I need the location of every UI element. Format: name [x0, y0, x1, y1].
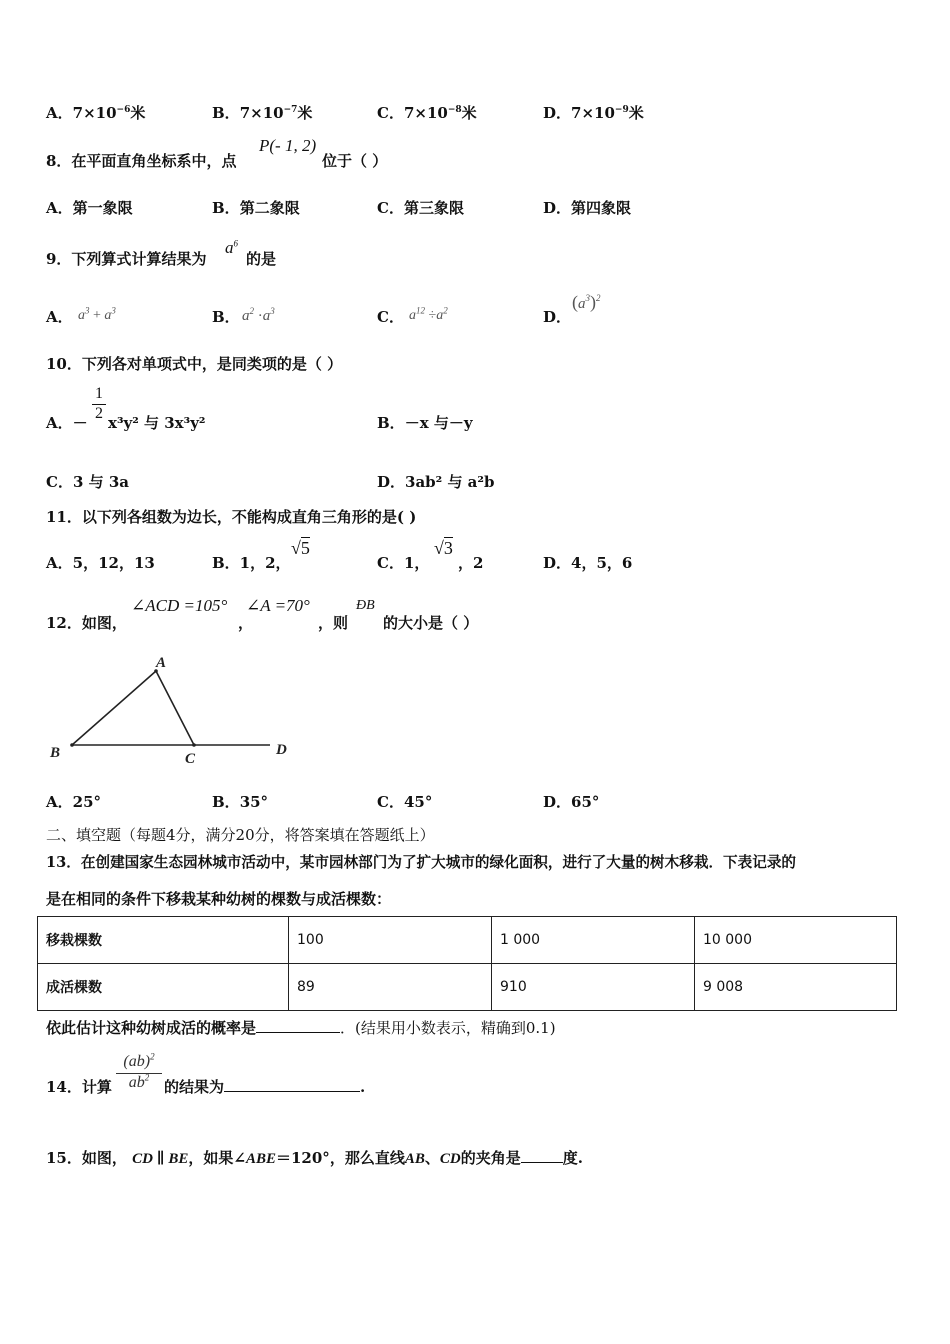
q11-option-a: A．5，12，13: [46, 554, 155, 572]
q7-option-a: A．$7\times 10^{-6}$米: [46, 104, 146, 122]
q14-answer-blank[interactable]: [224, 1077, 360, 1092]
segment-ba: [72, 671, 156, 745]
q9-option-a: A．: [46, 308, 73, 326]
q14-stem-post: 的结果为 .: [164, 1078, 366, 1096]
q7-option-b: B．$7\times 10^{-7}$米: [212, 104, 313, 122]
q14-fraction: $\frac{(ab)^2}{ab^2}$: [116, 1053, 162, 1092]
q12-cond1: ∠ACD =105°: [131, 596, 228, 615]
q10-stem: 10．下列各对单项式中，是同类项的是（ ）: [46, 355, 343, 373]
q8-option-b: B．第二象限: [212, 199, 300, 217]
q12-comma2: ，则: [318, 614, 349, 632]
label-a: A: [156, 655, 167, 671]
q12-option-c: C．45°: [377, 793, 433, 811]
q9-stem-post: 的是: [246, 250, 277, 268]
q10-option-d: D．3ab² 与 a²b: [377, 473, 495, 491]
sqrt-icon: √: [291, 538, 301, 558]
q7-option-c: C．$7\times 10^{-8}$米: [377, 104, 477, 122]
q13-line2: 是在相同的条件下移栽某种幼树的棵数与成活棵数：: [46, 890, 392, 908]
q12-stem-post: 的大小是（ ）: [383, 614, 479, 632]
q10-option-b: B．－x 与－y: [377, 414, 473, 432]
q11-option-b: B．1，2，: [212, 554, 291, 572]
q11-option-c-post: ，2: [458, 554, 484, 572]
label-b: B: [50, 745, 61, 761]
q13-line1: 13．在创建国家生态园林城市活动中，某市园林部门为了扩大城市的绿化面积，进行了大量的树木移栽．下表记录的: [46, 854, 797, 871]
table-cell: 9 008: [695, 964, 897, 1011]
table-cell: 移栽棵数: [38, 917, 289, 964]
table-cell: 100: [289, 917, 492, 964]
label-d: D: [276, 742, 287, 758]
q9-option-c-expr: $a^{12} \div a^2$: [409, 305, 448, 323]
q9-option-c: C．: [377, 308, 404, 326]
q10-option-a-fraction: $\frac{1}{2}$: [92, 385, 106, 423]
q12-stem: 12．如图，: [46, 614, 127, 632]
q8-option-d: D．第四象限: [543, 199, 632, 217]
section-heading-fill-in: 二、填空题（每题4分，满分20分，将答案填在答题纸上）: [46, 826, 435, 844]
q10-option-a-letter: A．－: [46, 414, 88, 432]
q12-option-a: A．25°: [46, 793, 102, 811]
q15-stem: 15．如图， CD ∥ BE，如果∠ABE＝120°，那么直线AB、CD的夹角是 度.: [46, 1149, 583, 1167]
table-row: [38, 917, 897, 964]
q9-stem: 9．下列算式计算结果为: [46, 250, 207, 268]
q8-stem: 8．在平面直角坐标系中，点: [46, 152, 237, 170]
segment-ac: [156, 671, 194, 745]
label-c: C: [185, 751, 196, 767]
q9-target: $a^6$: [225, 238, 238, 257]
q10-option-a-rest: x³y² 与 3x³y²: [108, 414, 206, 432]
table-row: [38, 964, 897, 1011]
q11-option-c-radical: √3: [434, 538, 453, 558]
q8-point: P(- 1, 2): [259, 136, 317, 155]
point-b: [70, 743, 74, 747]
q11-option-c: C．1，: [377, 554, 430, 572]
table-cell: 910: [492, 964, 695, 1011]
q9-option-b-expr: $a^2 \cdot a^3$: [242, 306, 275, 324]
q12-angle-b: ÐB: [356, 598, 375, 613]
q15-answer-blank[interactable]: [521, 1148, 563, 1163]
q14-stem: 14．计算: [46, 1078, 112, 1096]
q9-option-d: D．: [543, 308, 572, 326]
table-cell: 成活棵数: [38, 964, 289, 1011]
table-cell: 1 000: [492, 917, 695, 964]
q12-option-d: D．65°: [543, 793, 600, 811]
table-cell: 89: [289, 964, 492, 1011]
q12-cond2: ∠A =70°: [246, 596, 310, 615]
q9-option-d-expr: $(a^3)^2$: [572, 292, 601, 312]
q13-data-table: [37, 916, 897, 1011]
q13-answer-blank[interactable]: [256, 1018, 340, 1033]
q8-option-c: C．第三象限: [377, 199, 464, 217]
q12-comma1: ，: [238, 614, 254, 632]
table-cell: 10 000: [695, 917, 897, 964]
q8-stem-post: 位于（ ）: [322, 152, 388, 170]
q9-option-b: B．: [212, 308, 240, 326]
q11-stem: 11．以下列各组数为边长，不能构成直角三角形的是( ): [46, 508, 417, 526]
q10-option-c: C．3 与 3a: [46, 473, 129, 491]
q11-option-d: D．4，5，6: [543, 554, 633, 572]
sqrt-icon: √: [434, 538, 444, 558]
q9-option-a-expr: $a^3 + a^3$: [78, 305, 116, 323]
q13-question: 依此估计这种幼树成活的概率是 ．(结果用小数表示，精确到0.1): [46, 1019, 556, 1037]
q7-option-d: D．$7\times 10^{-9}$米: [543, 104, 644, 122]
q8-option-a: A．第一象限: [46, 199, 133, 217]
q11-option-b-radical: √5: [291, 538, 310, 558]
q12-option-b: B．35°: [212, 793, 269, 811]
point-c: [192, 743, 196, 747]
q12-triangle-figure: [40, 650, 300, 775]
